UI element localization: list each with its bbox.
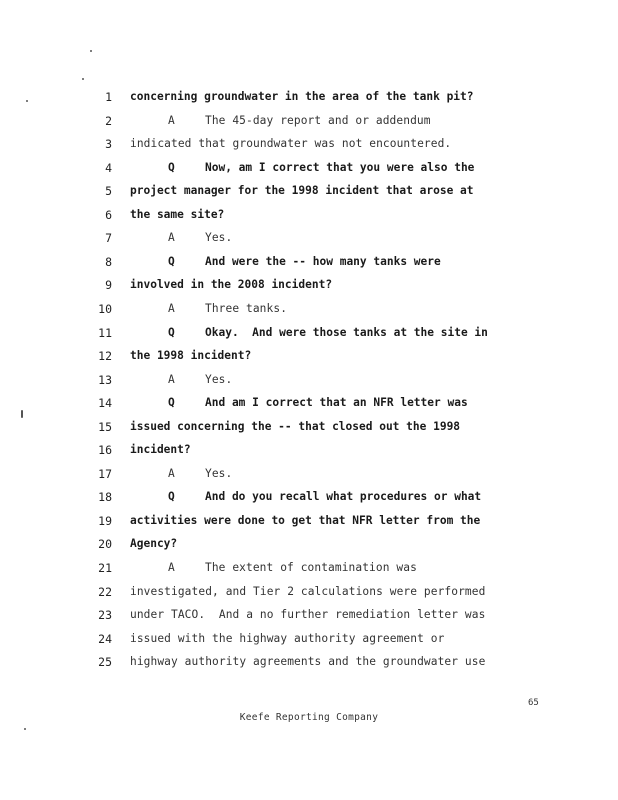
line-text: issued with the highway authority agreement or: [130, 631, 445, 645]
transcript-line: [0, 180, 618, 202]
speaker-label: A: [168, 301, 175, 315]
line-number: 5: [105, 184, 112, 199]
transcript-line: [0, 486, 618, 508]
transcript-line: [0, 86, 618, 108]
line-text: issued concerning the -- that closed out the 1998: [130, 419, 461, 433]
speaker-label: Q: [168, 254, 175, 268]
line-number: 22: [98, 584, 112, 599]
transcript-line: [0, 251, 618, 273]
line-number: 23: [98, 608, 112, 623]
scan-speck: [24, 728, 26, 730]
transcript-line: [0, 628, 618, 650]
line-text: incident?: [130, 443, 191, 457]
line-number: 24: [98, 631, 112, 646]
line-number: 9: [105, 278, 112, 293]
line-text: highway authority agreements and the groundwater use: [130, 655, 486, 669]
line-text: The 45-day report and or addendum: [205, 113, 431, 127]
transcript-line: [0, 604, 618, 626]
line-number: 2: [105, 113, 112, 128]
line-text: Agency?: [130, 537, 178, 551]
transcript-line: [0, 274, 618, 296]
scan-speck: [82, 78, 84, 80]
line-text: And were the -- how many tanks were: [205, 254, 441, 268]
line-number: 1: [105, 90, 112, 104]
transcript-line: [0, 557, 618, 579]
line-number: 14: [98, 396, 112, 411]
transcript-line: [0, 651, 618, 673]
line-number: 3: [105, 137, 112, 152]
line-number: 13: [98, 372, 112, 387]
line-text: Three tanks.: [205, 301, 288, 315]
speaker-label: Q: [168, 396, 175, 410]
transcript-line: [0, 392, 618, 414]
line-number: 16: [98, 443, 112, 458]
transcript-line: [0, 345, 618, 367]
transcript-line: [0, 133, 618, 155]
transcript-line: [0, 533, 618, 555]
speaker-label: A: [168, 113, 175, 127]
transcript-line: [0, 463, 618, 485]
transcript-line: [0, 204, 618, 226]
transcript-line: [0, 322, 618, 344]
line-number: 25: [98, 655, 112, 670]
speaker-label: A: [168, 466, 175, 480]
line-number: 6: [105, 207, 112, 222]
transcript-line: [0, 157, 618, 179]
line-text: under TACO. And a no further remediation letter was: [130, 608, 486, 622]
line-text: investigated, and Tier 2 calculations were performed: [130, 584, 486, 598]
line-text: concerning groundwater in the area of the tank pit?: [130, 90, 474, 103]
line-text: The extent of contamination was: [205, 561, 417, 574]
line-text: project manager for the 1998 incident that arose at: [130, 184, 474, 198]
line-number: 7: [105, 231, 112, 246]
line-text: activities were done to get that NFR letter from the: [130, 513, 481, 527]
transcript-line: [0, 110, 618, 132]
page-number: 65: [528, 698, 539, 708]
line-number: 4: [105, 160, 112, 175]
line-text: Yes.: [205, 466, 233, 480]
transcript-line: [0, 439, 618, 461]
line-text: indicated that groundwater was not encountered.: [130, 137, 452, 151]
transcript-line: [0, 227, 618, 249]
speaker-label: A: [168, 231, 175, 245]
line-text: Okay. And were those tanks at the site in: [205, 325, 488, 339]
line-number: 10: [98, 301, 112, 316]
line-number: 15: [98, 419, 112, 434]
transcript-line: [0, 510, 618, 532]
line-text: the 1998 incident?: [130, 349, 252, 363]
transcript-line: [0, 298, 618, 320]
line-text: the same site?: [130, 207, 225, 221]
scan-speck: [26, 100, 28, 102]
line-number: 18: [98, 490, 112, 505]
line-number: 21: [98, 561, 112, 575]
transcript-line: [0, 369, 618, 391]
line-number: 12: [98, 349, 112, 364]
line-text: And do you recall what procedures or what: [205, 490, 482, 504]
line-number: 20: [98, 537, 112, 552]
scan-speck: [90, 50, 92, 52]
footer-reporter: Keefe Reporting Company: [239, 712, 379, 723]
line-text: involved in the 2008 incident?: [130, 278, 333, 292]
speaker-label: Q: [168, 490, 175, 504]
line-number: 17: [98, 466, 112, 481]
line-text: Yes.: [205, 372, 233, 386]
speaker-label: Q: [168, 160, 175, 174]
transcript-line: [0, 416, 618, 438]
line-text: And am I correct that an NFR letter was: [205, 396, 468, 410]
transcript-line: [0, 581, 618, 603]
scan-speck: [21, 410, 23, 418]
line-number: 19: [98, 513, 112, 528]
line-text: Yes.: [205, 231, 233, 245]
line-number: 11: [98, 325, 112, 340]
speaker-label: A: [168, 372, 175, 386]
line-number: 8: [105, 254, 112, 269]
line-text: Now, am I correct that you were also the: [205, 160, 475, 174]
speaker-label: Q: [168, 325, 175, 339]
speaker-label: A: [168, 561, 175, 574]
